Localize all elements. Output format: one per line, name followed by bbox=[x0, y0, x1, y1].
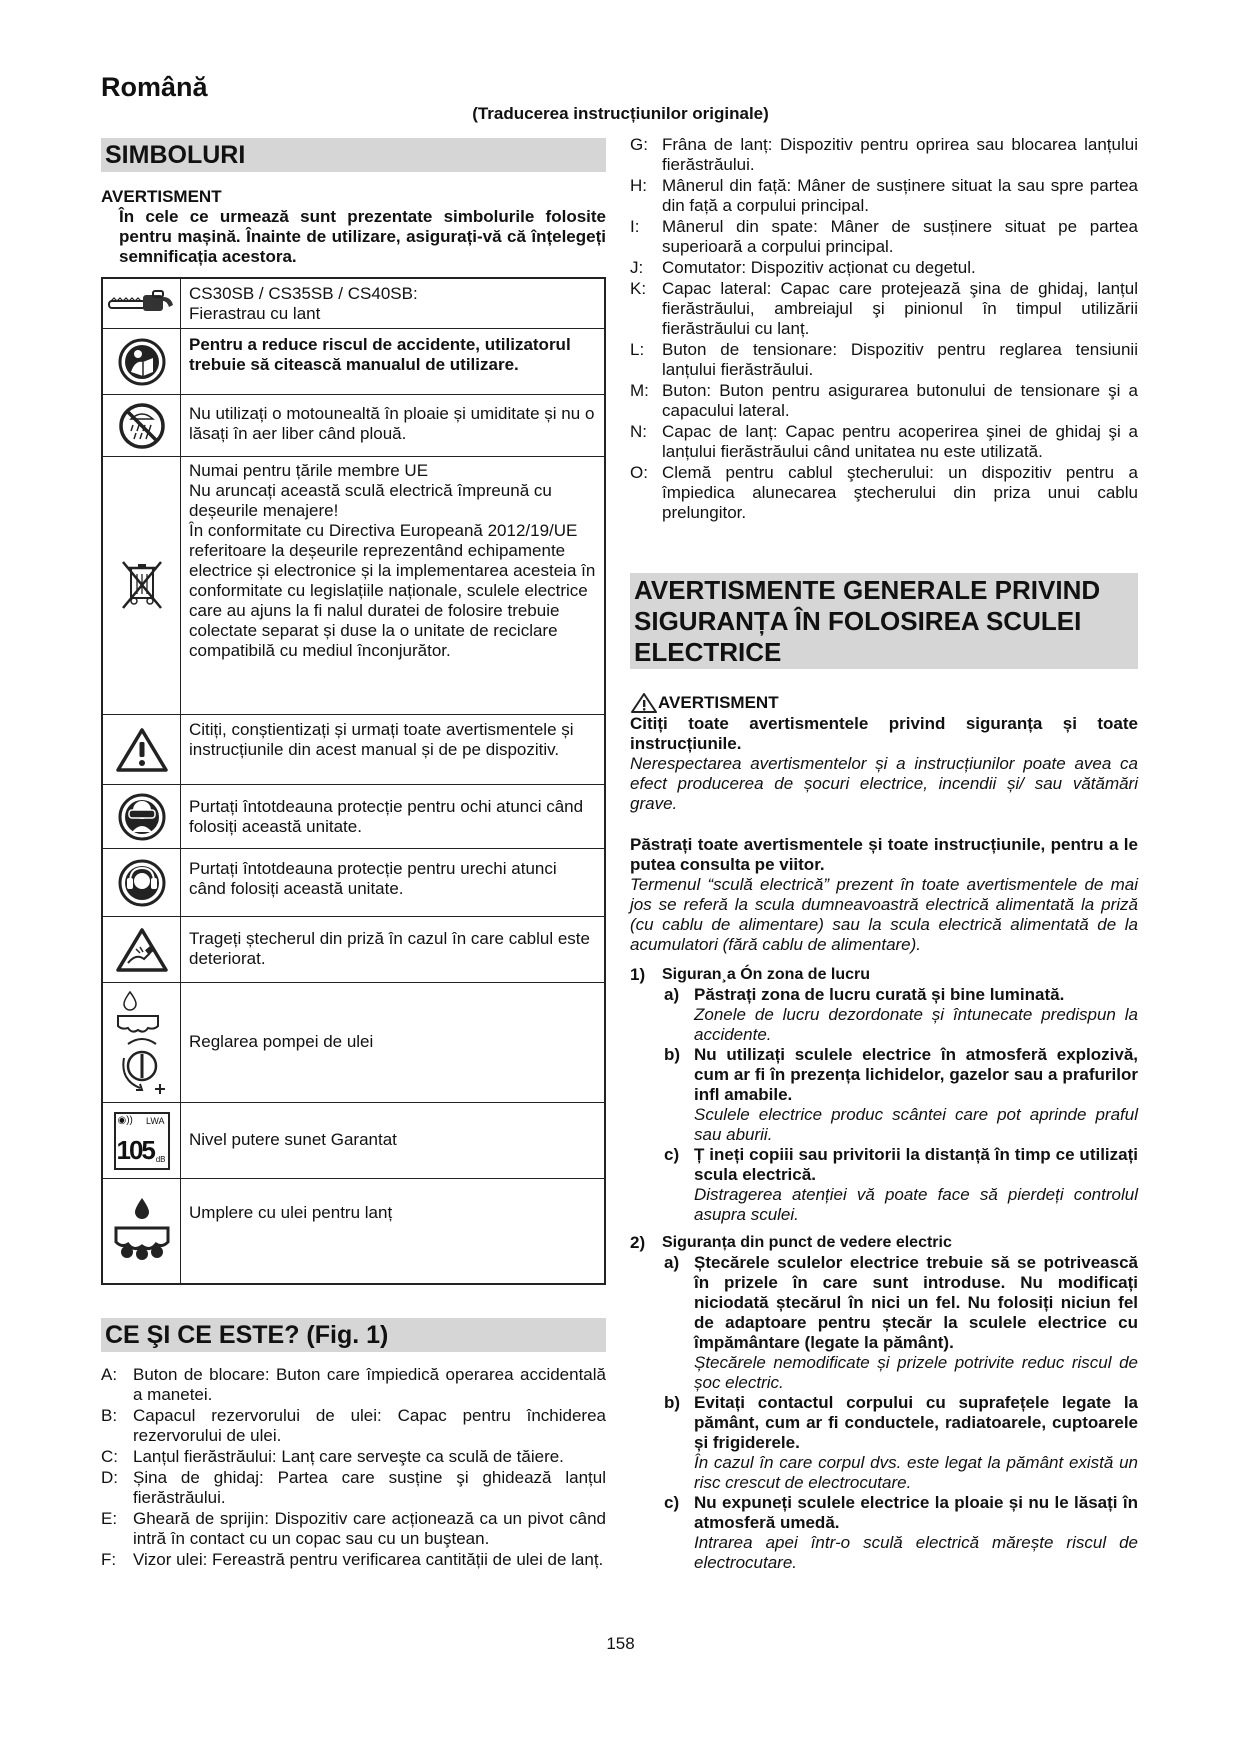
item-italic-text: Sculele electrice produc scântei care pot aprinde praful sau aburii. bbox=[694, 1105, 1138, 1144]
symbol-text-unplug: Trageți ștecherul din priză în cazul în care cablul este deteriorat. bbox=[189, 929, 590, 968]
part-text: Comutator: Dispozitiv acționat cu degetul. bbox=[662, 258, 976, 277]
list-item bbox=[630, 176, 1138, 216]
symbol-row bbox=[103, 785, 604, 849]
symbol-row bbox=[103, 917, 604, 983]
part-text: Capac de lanț: Capac pentru acoperirea şinei de ghidaj şi a lanțului fierăstrăului când unitatea nu este utilizată. bbox=[662, 422, 1138, 461]
part-text: Vizor ulei: Fereastră pentru verificarea cantității de ulei de lanț. bbox=[133, 1550, 604, 1569]
symbol-text-chainsaw: CS30SB / CS35SB / CS40SB: Fierastrau cu lant bbox=[189, 284, 418, 323]
item-bold-text: Nu utilizați sculele electrice în atmosferă explozivă, cum ar fi în prezența lichidelor, gazelor sau a prafurilor infl amabile. bbox=[694, 1045, 1138, 1104]
list-item bbox=[630, 340, 1138, 380]
item-letter: a) bbox=[664, 985, 680, 1004]
item-letter: b) bbox=[664, 1393, 681, 1412]
part-letter: M: bbox=[630, 381, 649, 400]
simboluri-warning-label: AVERTISMENT bbox=[101, 187, 222, 206]
weee-crossed-bin-icon bbox=[103, 457, 181, 714]
part-text: Buton: Buton pentru asigurarea butonului de tensionare şi a capacului lateral. bbox=[662, 381, 1138, 420]
language-title: Română bbox=[101, 72, 208, 102]
page-number: 158 bbox=[606, 1634, 635, 1653]
general-warning-label: AVERTISMENT bbox=[658, 693, 779, 712]
symbol-row bbox=[103, 457, 604, 715]
section-work-area bbox=[630, 965, 1138, 1225]
part-text: Gheară de sprijin: Dispozitiv care acționează ca un pivot când intră în contact cu un copac sau cu un buştean. bbox=[133, 1509, 606, 1548]
list-item bbox=[662, 985, 1138, 1045]
list-item bbox=[662, 1393, 1138, 1493]
item-bold-text: Nu expuneți sculele electrice la ploaie și nu le lăsați în atmosferă umedă. bbox=[694, 1493, 1138, 1532]
chainsaw-icon bbox=[103, 279, 181, 328]
item-italic-text: În cazul în care corpul dvs. este legat la pământ există un risc crescut de electrocutare. bbox=[694, 1453, 1138, 1492]
sound-level-symbol: ◉)) bbox=[117, 1114, 133, 1126]
list-item bbox=[101, 1365, 606, 1405]
part-letter: J: bbox=[630, 258, 644, 277]
symbol-text-read-manual: Pentru a reduce riscul de accidente, utilizatorul trebuie să citească manualul de utilizare. bbox=[189, 335, 571, 374]
section-electrical bbox=[630, 1233, 1138, 1573]
item-italic-text: Distragerea atenției vă poate face să pierdeți controlul asupra sculei. bbox=[694, 1185, 1138, 1224]
list-item bbox=[662, 1253, 1138, 1393]
part-text: Mânerul din spate: Mâner de susținere situat pe partea superioară a corpului principal. bbox=[662, 217, 1138, 256]
part-letter: A: bbox=[101, 1365, 118, 1384]
section-simboluri-heading: SIMBOLURI bbox=[101, 138, 606, 172]
section-general-safety-heading: AVERTISMENTE GENERALE PRIVIND SIGURANȚA ÎN FOLOSIREA SCULEI ELECTRICE bbox=[630, 573, 1138, 669]
item-letter: b) bbox=[664, 1045, 681, 1064]
chain-oil-fill-icon bbox=[103, 1179, 181, 1283]
warning-triangle-icon bbox=[630, 692, 658, 714]
read-all-warnings-note: Nerespectarea avertismentelor și a instrucțiunilor poate avea ca efect producerea de șocuri electrice, incendii și/ sau vătămări grave. bbox=[630, 754, 1138, 813]
section-ce-este-heading: CE ŞI CE ESTE? (Fig. 1) bbox=[101, 1318, 606, 1352]
item-bold-text: Ț ineți copiii sau privitorii la distanță în timp ce utilizați scula electrică. bbox=[694, 1145, 1138, 1184]
symbol-row bbox=[103, 715, 604, 785]
part-text: Frâna de lanț: Dispozitiv pentru oprirea sau blocarea lanțului fierăstrăului. bbox=[662, 135, 1138, 174]
part-letter: N: bbox=[630, 422, 647, 441]
part-letter: B: bbox=[101, 1406, 118, 1425]
list-item bbox=[101, 1447, 606, 1467]
part-letter: H: bbox=[630, 176, 647, 195]
part-text: Capac lateral: Capac care protejează şina de ghidaj, lanțul fierăstrăului, ambreiajul şi pinionul în timpul utilizării fierăstrăului cu lanț. bbox=[662, 279, 1138, 338]
part-letter: K: bbox=[630, 279, 647, 298]
list-item bbox=[630, 422, 1138, 462]
read-all-warnings: Citiți toate avertismentele privind siguranța și toate instrucțiunile. bbox=[630, 714, 1138, 753]
sound-power-icon bbox=[103, 1103, 181, 1178]
no-rain-icon bbox=[103, 395, 181, 456]
symbol-row bbox=[103, 395, 604, 457]
list-item bbox=[630, 463, 1138, 523]
part-text: Clemă pentru cablul ştecherului: un dispozitiv pentru a împiedica alunecarea ştecherului din priza unui cablu prelungitor. bbox=[662, 463, 1138, 522]
general-warning-label-row bbox=[630, 692, 1138, 714]
symbol-row bbox=[103, 279, 604, 329]
section-work-area-title: Siguran¸a Ón zona de lucru bbox=[662, 966, 871, 983]
symbols-table bbox=[101, 277, 606, 1285]
symbol-text-eye-protection: Purtați întotdeauna protecție pentru ochi atunci când folosiți această unitate. bbox=[189, 797, 584, 836]
symbol-row bbox=[103, 1103, 604, 1179]
item-letter: c) bbox=[664, 1145, 680, 1164]
general-safety-body bbox=[630, 692, 1138, 1573]
section-electrical-title: Siguranța din punct de vedere electric bbox=[662, 1234, 952, 1251]
symbol-text-sound-power: Nivel putere sunet Garantat bbox=[189, 1130, 397, 1149]
list-item bbox=[101, 1468, 606, 1508]
section-number: 2) bbox=[630, 1233, 646, 1252]
item-bold-text: Păstrați zona de lucru curată și bine luminată. bbox=[694, 985, 1065, 1004]
simboluri-warning-text: În cele ce urmează sunt prezentate simbolurile folosite pentru mașină. Înainte de utilizare, asigurați-vă că înțelegeți semnificația acestora. bbox=[119, 207, 606, 266]
part-text: Lanțul fierăstrăului: Lanț care serveşte ca sculă de tăiere. bbox=[133, 1447, 564, 1466]
list-item bbox=[662, 1145, 1138, 1225]
list-item bbox=[662, 1493, 1138, 1573]
document-subtitle: (Traducerea instrucțiunilor originale) bbox=[472, 104, 769, 123]
warning-triangle-icon bbox=[103, 715, 181, 784]
unplug-damaged-cable-icon bbox=[103, 917, 181, 982]
symbol-text-warning: Citiți, conștientizați și urmați toate avertismentele și instrucțiunile din acest manual și de pe dispozitiv. bbox=[189, 720, 574, 759]
part-text: Mânerul din față: Mâner de susținere situat la sau spre partea din față a corpului principal. bbox=[662, 176, 1138, 215]
item-italic-text: Zonele de lucru dezordonate și întunecate predispun la accidente. bbox=[694, 1005, 1138, 1044]
list-item bbox=[630, 135, 1138, 175]
symbol-row bbox=[103, 1179, 604, 1283]
symbol-text-no-rain: Nu utilizați o motounealtă în ploaie și umiditate și nu o lăsați în aer liber când plouă. bbox=[189, 404, 595, 443]
list-item bbox=[630, 381, 1138, 421]
list-item bbox=[662, 1045, 1138, 1145]
list-item bbox=[101, 1550, 606, 1570]
item-italic-text: Ștecărele nemodificate și prizele potrivite reduc riscul de șoc electric. bbox=[694, 1353, 1138, 1392]
lwa-unit: dB bbox=[155, 1154, 166, 1164]
keep-instructions: Păstrați toate avertismentele și toate instrucțiunile, pentru a le putea consulta pe viitor. bbox=[630, 835, 1138, 874]
part-letter: O: bbox=[630, 463, 648, 482]
list-item bbox=[630, 217, 1138, 257]
part-letter: I: bbox=[630, 217, 640, 236]
part-text: Șina de ghidaj: Partea care susține şi ghidează lanțul fierăstrăului. bbox=[133, 1468, 606, 1507]
part-text: Buton de blocare: Buton care împiedică operarea accidentală a manetei. bbox=[133, 1365, 606, 1404]
part-text: Capacul rezervorului de ulei: Capac pentru închiderea rezervorului de ulei. bbox=[133, 1406, 606, 1445]
lwa-label: LWA bbox=[145, 1115, 165, 1126]
oil-pump-adjust-icon bbox=[103, 983, 181, 1102]
eye-protection-icon bbox=[103, 785, 181, 848]
parts-list-right bbox=[630, 135, 1138, 524]
list-item bbox=[630, 279, 1138, 339]
part-letter: F: bbox=[101, 1550, 117, 1569]
symbol-row bbox=[103, 849, 604, 917]
item-letter: a) bbox=[664, 1253, 680, 1272]
part-letter: D: bbox=[101, 1468, 118, 1487]
ear-protection-icon bbox=[103, 849, 181, 916]
list-item bbox=[101, 1406, 606, 1446]
part-letter: C: bbox=[101, 1447, 118, 1466]
item-letter: c) bbox=[664, 1493, 680, 1512]
power-tool-term-note: Termenul “sculă electrică” prezent în toate avertismentele de mai jos se referă la scula dumneavoastră electrică alimentată la priză (cu cablu de alimentare) sau la scula electrică alimentată de la acumulatori (fără cablu de alimentare). bbox=[630, 875, 1138, 954]
symbol-text-oil-pump: Reglarea pompei de ulei bbox=[189, 1032, 374, 1051]
symbol-row bbox=[103, 329, 604, 395]
symbol-row bbox=[103, 983, 604, 1103]
read-manual-icon bbox=[103, 329, 181, 394]
list-item bbox=[630, 258, 1138, 278]
section-number: 1) bbox=[630, 965, 646, 984]
lwa-value: 105 bbox=[116, 1134, 154, 1165]
part-letter: E: bbox=[101, 1509, 118, 1528]
item-italic-text: Intrarea apei într-o sculă electrică mărește riscul de electrocutare. bbox=[694, 1533, 1138, 1572]
parts-list-left bbox=[101, 1365, 606, 1571]
part-text: Buton de tensionare: Dispozitiv pentru reglarea tensiunii lanțului fierăstrăului. bbox=[662, 340, 1138, 379]
symbol-text-ear-protection: Purtați întotdeauna protecție pentru urechi atunci când folosiți această unitate. bbox=[189, 859, 557, 898]
item-bold-text: Evitați contactul corpului cu suprafețele legate la pământ, cum ar fi conductele, radiatoarele, cuptoarele și frigiderele. bbox=[694, 1393, 1138, 1452]
symbol-text-chain-oil: Umplere cu ulei pentru lanț bbox=[189, 1203, 393, 1222]
symbol-text-weee: Numai pentru țările membre UE Nu aruncați această sculă electrică împreună cu deșeurile menajere! În conformitate cu Directiva Europeană 2012/19/UE referitoare la deșeurile reprezentând echipamente electrice și electronice și la implementarea acesteia în conformitate cu legislațiile naționale, sculele electrice care au ajuns la fi nalul duratei de folosire trebuie colectate separat și duse la o unitate de reciclare compatibilă cu mediul înconjurător. bbox=[189, 461, 596, 660]
list-item bbox=[101, 1509, 606, 1549]
part-letter: L: bbox=[630, 340, 645, 359]
item-bold-text: Ștecărele sculelor electrice trebuie să se potrivească în prizele în care sunt introduse. Nu modificați niciodată ștecărul în nici un fel. Nu folosiți niciun fel de adaptoare pentru ștecăr la sculele electrice cu împământare (legate la pământ). bbox=[694, 1253, 1138, 1352]
part-letter: G: bbox=[630, 135, 648, 154]
